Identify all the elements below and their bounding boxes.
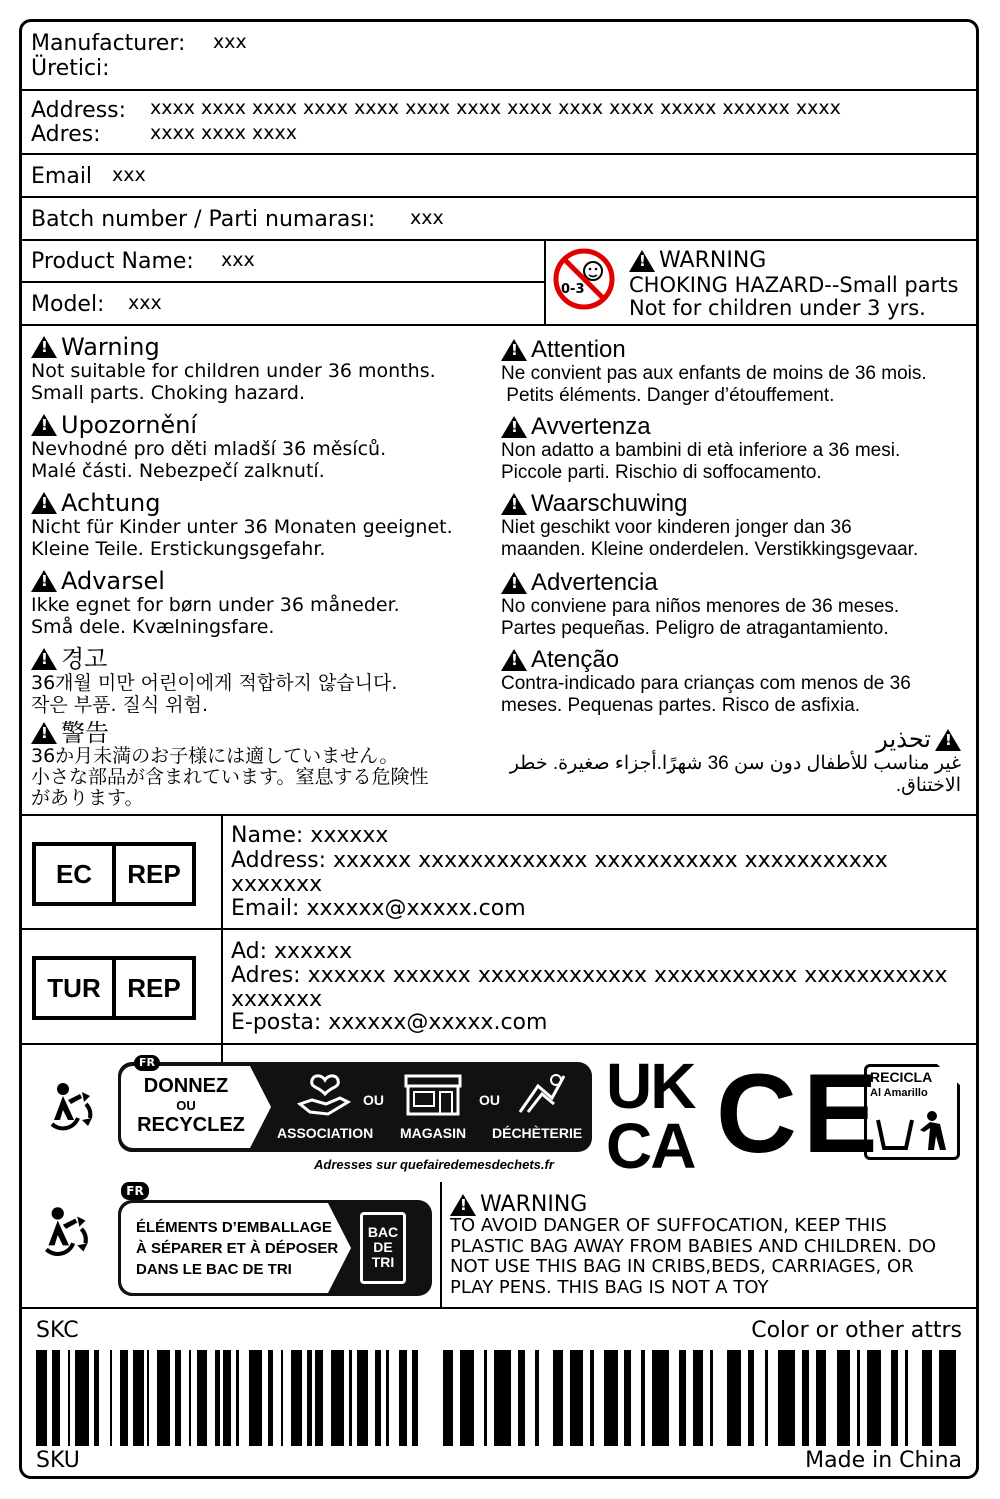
barcode-space xyxy=(881,1350,891,1446)
barcode-space xyxy=(368,1350,376,1446)
warning-title: ! Avvertenza xyxy=(501,414,971,440)
choking-warning-title: ! WARNING xyxy=(629,248,766,274)
warning-triangle-icon xyxy=(31,570,57,592)
warning-block xyxy=(31,490,501,568)
warning-triangle-icon xyxy=(501,649,527,671)
divider xyxy=(440,1182,442,1308)
warning-text: 36개월 미만 어린이에게 적합하지 않습니다. 작은 부품. 질식 위험. xyxy=(31,672,398,716)
recycle-bin-person-icon xyxy=(874,1108,952,1156)
triman-recyclez: RECYCLEZ xyxy=(137,1114,245,1136)
warning-text: Niet geschikt voor kinderen jonger dan 36 maanden. Kleine onderdelen. Verstikkingsgevaar. xyxy=(501,517,919,560)
divider xyxy=(22,814,976,816)
barcode-bar xyxy=(802,1350,809,1446)
tur-rep-email: E-posta: xxxxxx@xxxxx.com xyxy=(231,1010,548,1035)
barcode-bar xyxy=(570,1350,584,1446)
barcode-space xyxy=(283,1350,291,1446)
origin-label: Made in China xyxy=(805,1448,962,1473)
warning-block xyxy=(31,720,501,809)
bag-warning-title: ! WARNING xyxy=(450,1192,587,1218)
warning-text: Not suitable for children under 36 months. Small parts. Choking hazard. xyxy=(31,360,436,404)
barcode-bar xyxy=(36,1350,47,1446)
barcode-space xyxy=(418,1350,426,1446)
barcode-right xyxy=(443,1350,967,1446)
barcode-space xyxy=(956,1350,966,1446)
triman-ou-1: OU xyxy=(363,1092,384,1108)
barcode-bar xyxy=(331,1350,344,1446)
warning-text: Ne convient pas aux enfants de moins de 36 mois. Petits éléments. Danger d’étouffement. xyxy=(501,363,927,406)
manufacturer-label-tr: Üretici: xyxy=(31,56,110,81)
barcode-space xyxy=(795,1350,802,1446)
barcode-space xyxy=(631,1350,641,1446)
warning-text: Ikke egnet for børn under 36 måneder. Små dele. Kvælningsfare. xyxy=(31,594,400,638)
barcode-left xyxy=(36,1350,426,1446)
barcode-space xyxy=(487,1350,494,1446)
barcode-space xyxy=(932,1350,939,1446)
recicla-subtitle: Al Amarillo xyxy=(870,1087,928,1099)
barcode-space xyxy=(99,1350,110,1446)
barcode-bar xyxy=(120,1350,128,1446)
barcode-bar xyxy=(604,1350,618,1446)
warning-block xyxy=(31,334,501,412)
warning-triangle-icon xyxy=(31,722,57,744)
warning-triangle-icon xyxy=(31,336,57,358)
barcode-space xyxy=(645,1350,652,1446)
barcode-bar xyxy=(223,1350,231,1446)
warning-title: ! 警告 xyxy=(31,720,501,746)
fr-badge: FR xyxy=(121,1182,149,1200)
warning-triangle-icon xyxy=(31,492,57,514)
sku-label: SKU xyxy=(36,1448,80,1473)
attrs-label: Color or other attrs xyxy=(751,1318,962,1343)
address-label-tr: Adres: xyxy=(31,122,101,147)
warnings-left-column xyxy=(31,334,501,809)
barcode-space xyxy=(669,1350,679,1446)
warning-text: Contra-indicado para crianças com menos de 36 meses. Pequenas partes. Risco de asfixia. xyxy=(501,673,911,716)
manufacturer-label: Manufacturer: xyxy=(31,31,186,56)
warning-triangle-icon xyxy=(501,416,527,438)
barcode-bar xyxy=(867,1350,881,1446)
email-value: xxx xyxy=(112,164,146,186)
tri-bin-label: BAC DE TRI xyxy=(367,1224,399,1270)
warning-block xyxy=(31,568,501,646)
barcode-space xyxy=(389,1350,400,1446)
barcode-space xyxy=(594,1350,604,1446)
triman-icon xyxy=(32,1198,104,1270)
barcode-bar xyxy=(837,1350,851,1446)
barcode-bar xyxy=(748,1350,755,1446)
warning-title: ! Waarschuwing xyxy=(501,491,971,517)
email-label: Email xyxy=(31,164,93,189)
barcode-bar xyxy=(939,1350,956,1446)
warning-title: ! Attention xyxy=(501,337,971,363)
warning-block xyxy=(501,491,971,570)
barcode-space xyxy=(112,1350,120,1446)
barcode-bar xyxy=(693,1350,703,1446)
barcode-bar xyxy=(399,1350,407,1446)
barcode-bar xyxy=(443,1350,453,1446)
fr-badge: FR xyxy=(134,1055,160,1071)
barcode-space xyxy=(826,1350,836,1446)
warning-block xyxy=(501,337,971,414)
warning-block xyxy=(501,414,971,491)
barcode-bar xyxy=(679,1350,686,1446)
barcode-bar xyxy=(460,1350,474,1446)
warning-title: تحذير ! xyxy=(501,727,961,753)
triman-footer: Adresses sur quefairedemesdechets.fr xyxy=(314,1157,554,1172)
warning-block xyxy=(501,647,971,727)
triman-association: ASSOCIATION xyxy=(277,1125,374,1141)
shop-icon xyxy=(402,1072,464,1122)
barcode-bar xyxy=(315,1350,323,1446)
warning-triangle-icon xyxy=(450,1194,476,1216)
warning-triangle-icon xyxy=(31,648,57,670)
barcode-bar xyxy=(291,1350,302,1446)
barcode-space xyxy=(703,1350,710,1446)
address-label: Address: xyxy=(31,98,127,123)
barcode-bar xyxy=(75,1350,88,1446)
warning-triangle-icon xyxy=(629,250,655,272)
divider xyxy=(22,1043,976,1045)
tur-rep-address: Adres: xxxxxx xxxxxx xxxxxxxxxxxxx xxxxxxxxxxx xxxxxxxxxxx xyxy=(231,963,948,988)
ec-rep-symbol: EC REP xyxy=(32,842,196,906)
divider xyxy=(22,928,976,930)
barcode-bar xyxy=(52,1350,60,1446)
warning-title: ! Advarsel xyxy=(31,568,501,594)
warning-title: ! Upozornění xyxy=(31,412,501,438)
divider xyxy=(544,239,546,325)
warning-text: Nicht für Kinder unter 36 Monaten geeignet. Kleine Teile. Erstickungsgefahr. xyxy=(31,516,453,560)
warning-title: ! Warning xyxy=(31,334,501,360)
barcode-space xyxy=(273,1350,281,1446)
barcode-space xyxy=(474,1350,484,1446)
no-under-3-icon xyxy=(552,247,616,311)
barcode-space xyxy=(60,1350,68,1446)
triman-ou: OU xyxy=(176,1098,196,1113)
barcode-space xyxy=(741,1350,748,1446)
warning-text: Nevhodné pro děti mladší 36 měsíců. Malé části. Nebezpečí zalknutí. xyxy=(31,438,387,482)
barcode-bar xyxy=(891,1350,898,1446)
skc-label: SKC xyxy=(36,1318,79,1343)
ukca-mark: UK CA xyxy=(606,1050,695,1182)
tur-rep-symbol: TUR REP xyxy=(32,956,196,1020)
packaging-line-3: DANS LE BAC DE TRI xyxy=(136,1261,292,1278)
barcode-space xyxy=(860,1350,867,1446)
barcode-space xyxy=(453,1350,460,1446)
tur-rep-address-2: xxxxxxx xyxy=(231,987,323,1012)
warning-block xyxy=(31,412,501,490)
warning-triangle-icon xyxy=(501,339,527,361)
barcode-space xyxy=(850,1350,857,1446)
recicla-title: RECICLA xyxy=(870,1069,933,1085)
packaging-line-1: ÉLÉMENTS D’EMBALLAGE xyxy=(136,1219,332,1236)
warning-triangle-icon xyxy=(501,572,527,594)
ec-rep-address: Address: xxxxxx xxxxxxxxxxxxx xxxxxxxxxxx xxxxxxxxxxx xyxy=(231,848,888,873)
warning-triangle-icon xyxy=(501,493,527,515)
warning-triangle-icon xyxy=(935,729,961,751)
address-line-1: xxxx xxxx xxxx xxxx xxxx xxxx xxxx xxxx xxxx xxxx xxxxx xxxxxx xxxx xyxy=(150,97,841,119)
barcode-space xyxy=(207,1350,215,1446)
divider xyxy=(22,239,976,241)
warning-title: ! Achtung xyxy=(31,490,501,516)
barcode-space xyxy=(583,1350,590,1446)
triman-magasin: MAGASIN xyxy=(400,1125,467,1141)
warning-text-line-2: الاختناق. xyxy=(895,775,961,796)
barcode-space xyxy=(525,1350,535,1446)
barcode-space xyxy=(539,1350,553,1446)
barcode-bar xyxy=(197,1350,208,1446)
barcode-bar xyxy=(518,1350,525,1446)
heart-hand-icon xyxy=(296,1074,354,1124)
barcode-space xyxy=(898,1350,905,1446)
product-name-value: xxx xyxy=(221,249,255,271)
divider xyxy=(22,89,976,91)
warning-title: ! 경고 xyxy=(31,646,501,672)
barcode-bar xyxy=(249,1350,262,1446)
barcode-space xyxy=(511,1350,518,1446)
svg-text:0-3: 0-3 xyxy=(561,282,585,297)
ec-rep-email: Email: xxxxxx@xxxxx.com xyxy=(231,896,526,921)
barcode-bar xyxy=(357,1350,368,1446)
barcode-space xyxy=(713,1350,727,1446)
barcode-bar xyxy=(922,1350,932,1446)
barcode-bar xyxy=(553,1350,563,1446)
barcode-space xyxy=(563,1350,570,1446)
tur-rep-name: Ad: xxxxxx xyxy=(231,939,353,964)
divider xyxy=(22,153,976,155)
barcode-bar xyxy=(816,1350,826,1446)
warning-text-line-1: غير مناسب للأطفال دون سن 36 شهرًا.أجزاء صغيرة. خطر xyxy=(509,753,961,774)
model-value: xxx xyxy=(128,292,162,314)
warnings-right-column xyxy=(501,337,971,797)
barcode-bar xyxy=(133,1350,144,1446)
barcode-bar xyxy=(778,1350,795,1446)
warning-text: No conviene para niños menores de 36 meses. Partes pequeñas. Peligro de atragantamiento. xyxy=(501,596,900,639)
barcode-bar xyxy=(624,1350,631,1446)
dechetterie-icon xyxy=(512,1070,568,1122)
barcode-bar xyxy=(652,1350,669,1446)
warning-block-arabic xyxy=(501,727,961,797)
divider xyxy=(22,196,976,198)
warning-block xyxy=(31,646,501,720)
batch-value: xxx xyxy=(410,207,444,229)
choking-warning-line-2: Not for children under 3 yrs. xyxy=(629,296,926,320)
triman-icon xyxy=(38,1074,108,1144)
barcode-space xyxy=(323,1350,331,1446)
divider xyxy=(22,1307,976,1309)
barcode-space xyxy=(809,1350,816,1446)
ce-mark: CE xyxy=(716,1051,884,1176)
warning-block xyxy=(501,570,971,647)
barcode-space xyxy=(149,1350,157,1446)
ec-rep-name: Name: xxxxxx xyxy=(231,823,389,848)
barcode-space xyxy=(239,1350,250,1446)
warning-text: 36か月未満のお子様には適していません。 小さな部品が含まれています。窒息する危険性 があります。 xyxy=(31,745,429,809)
address-line-2: xxxx xxxx xxxx xyxy=(150,122,298,144)
barcode-bar xyxy=(157,1350,170,1446)
bag-warning-text: TO AVOID DANGER OF SUFFOCATION, KEEP THIS PLASTIC BAG AWAY FROM BABIES AND CHILDREN. DO NOT USE THIS BAG IN CRIBS,BEDS, CARRIAGES, OR PLAY PENS. THIS BAG IS NOT A TOY xyxy=(450,1215,937,1298)
triman-ou-2: OU xyxy=(479,1092,500,1108)
barcode-space xyxy=(618,1350,625,1446)
warning-title: ! Atenção xyxy=(501,647,971,673)
warning-text: Non adatto a bambini di età inferiore a 36 mesi. Piccole parti. Rischio di soffocamento. xyxy=(501,440,901,483)
manufacturer-value: xxx xyxy=(213,31,247,53)
barcode-bar xyxy=(727,1350,741,1446)
barcode-space xyxy=(908,1350,922,1446)
packaging-line-2: À SÉPARER ET À DÉPOSER xyxy=(136,1240,339,1257)
ec-rep-address-2: xxxxxxx xyxy=(231,872,323,897)
triman-donnez: DONNEZ xyxy=(143,1075,229,1097)
model-label: Model: xyxy=(31,292,105,317)
barcode-space xyxy=(686,1350,693,1446)
divider xyxy=(22,324,976,326)
product-label xyxy=(19,19,979,1479)
barcode-space xyxy=(754,1350,764,1446)
barcode-space xyxy=(181,1350,189,1446)
divider xyxy=(22,281,544,283)
choking-warning-line-1: CHOKING HAZARD--Small parts xyxy=(629,273,959,297)
barcode-space xyxy=(768,1350,778,1446)
batch-label: Batch number / Parti numarası: xyxy=(31,207,376,232)
triman-decheterie: DÉCHÈTERIE xyxy=(492,1125,583,1141)
barcode-bar xyxy=(494,1350,511,1446)
warning-triangle-icon xyxy=(31,414,57,436)
product-name-label: Product Name: xyxy=(31,249,194,274)
warning-title: ! Advertencia xyxy=(501,570,971,596)
